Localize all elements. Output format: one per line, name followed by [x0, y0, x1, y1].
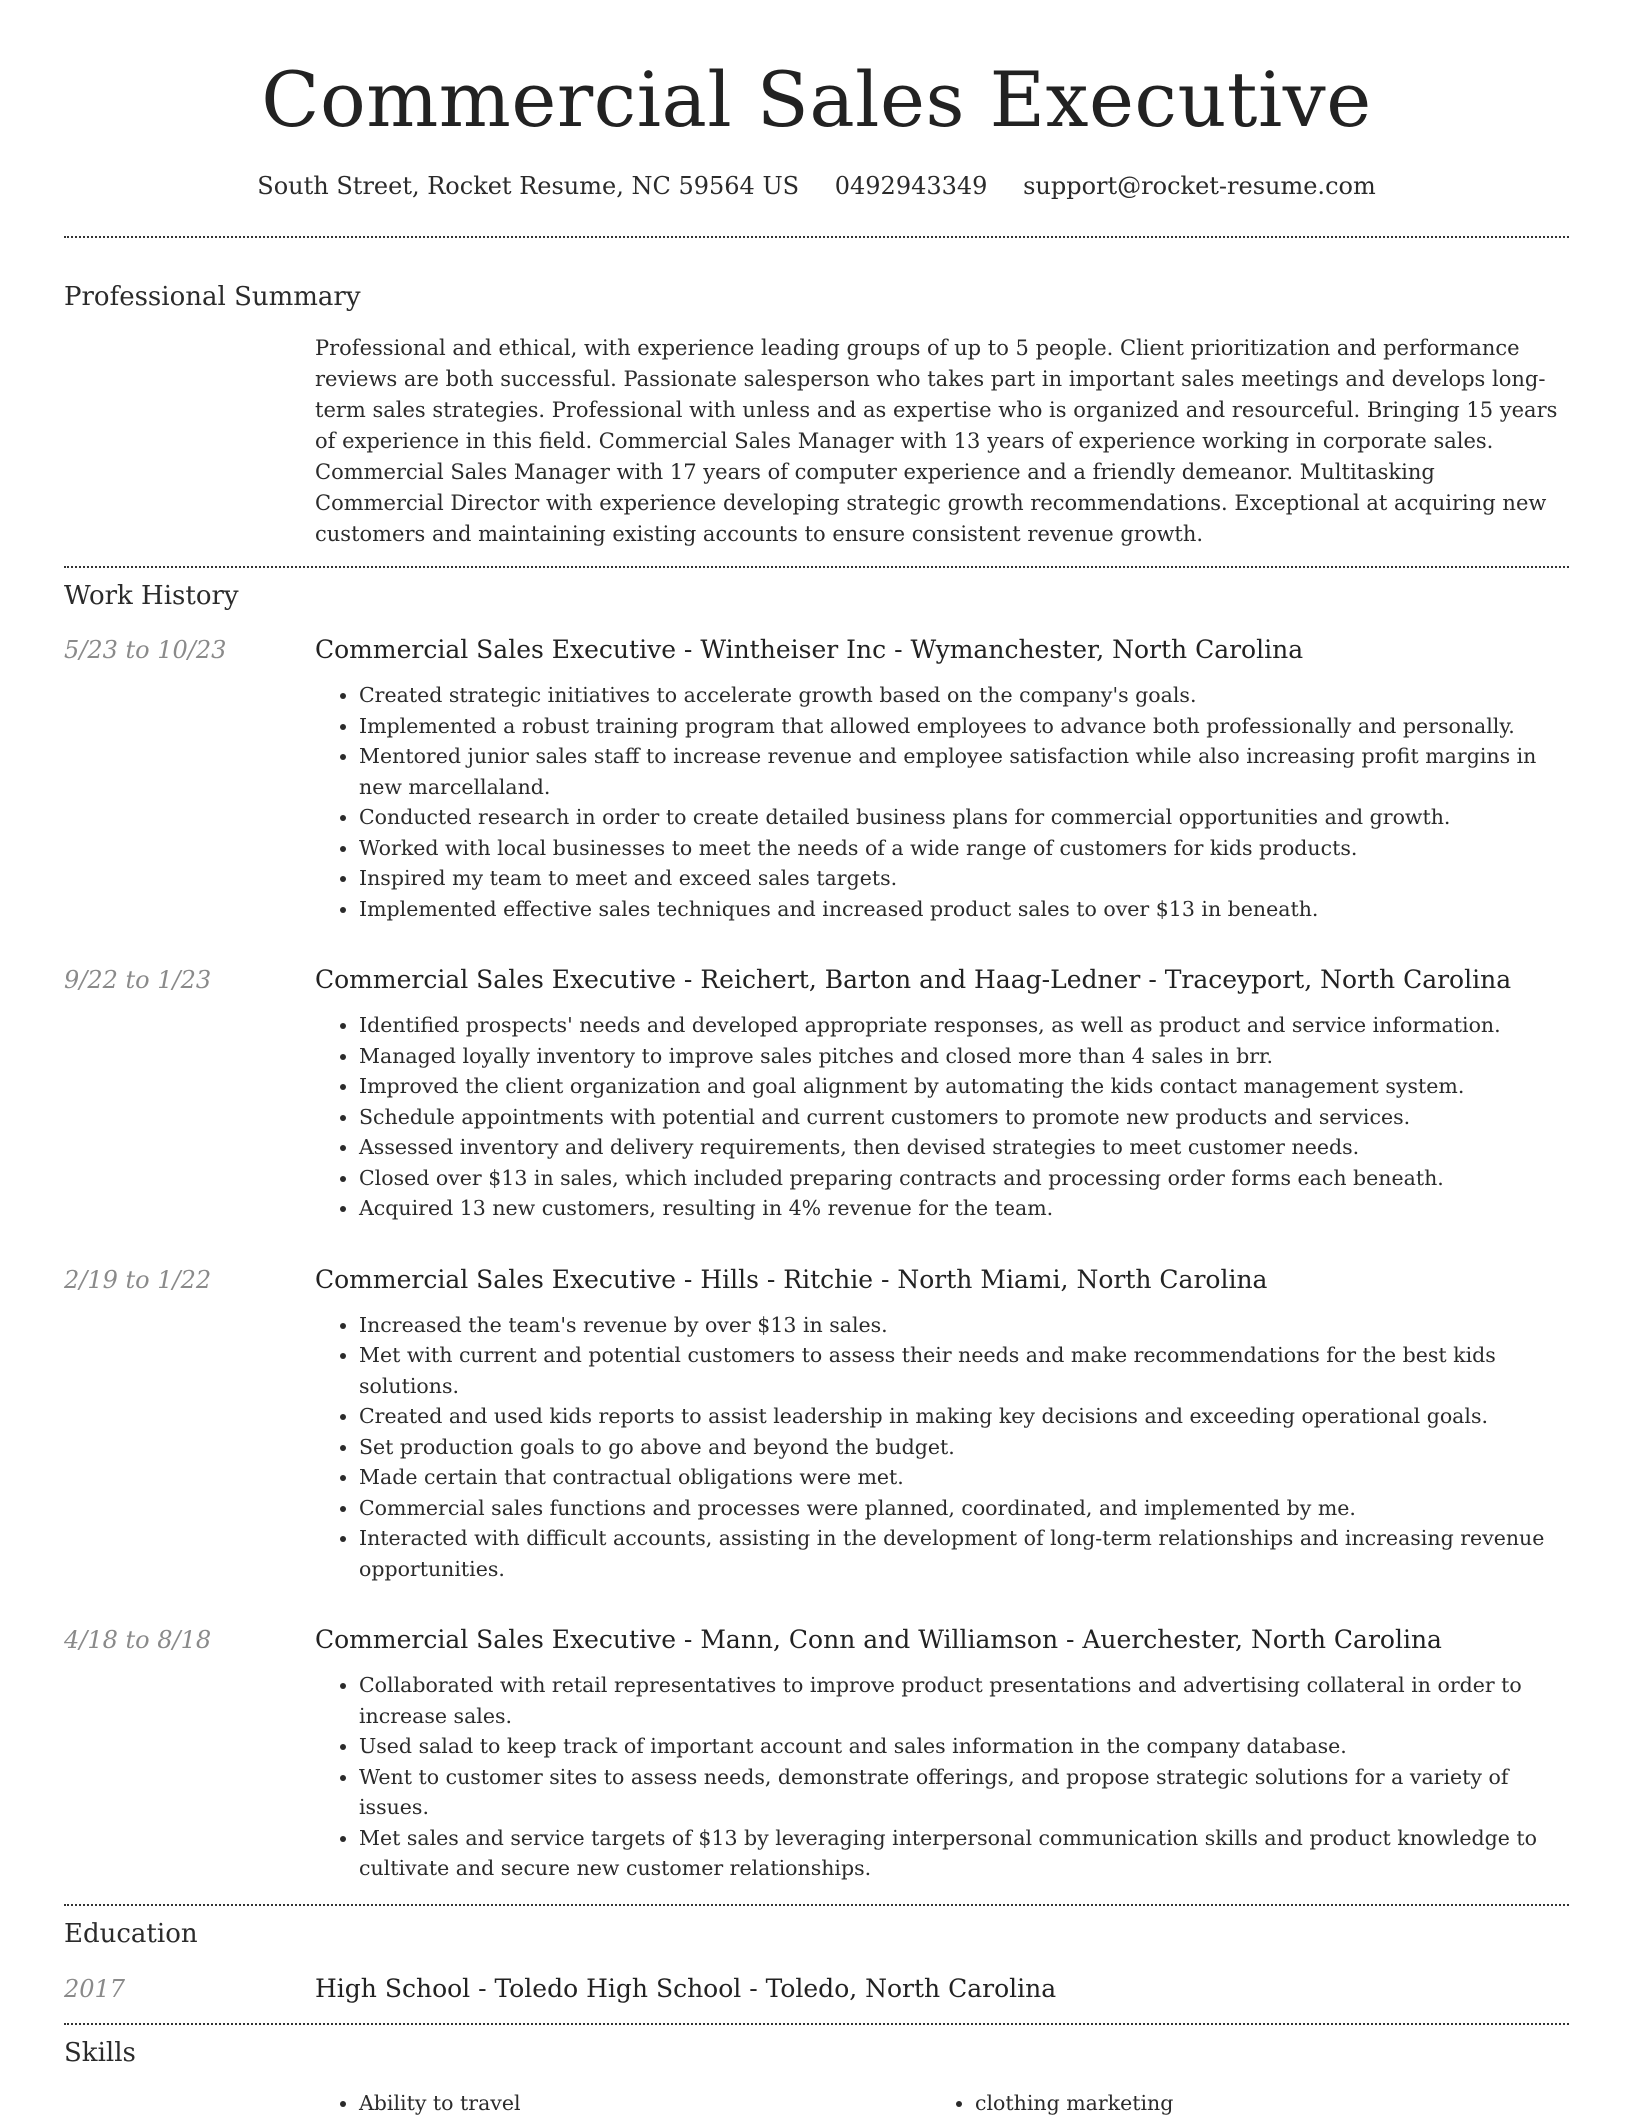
contact-line: [64, 170, 1569, 202]
job-bullet: • Conducted research in order to create detailed business plans for commercial opportunities and growth.: [359, 802, 1569, 833]
job-bullet: • Made certain that contractual obligations were met.: [359, 1462, 1569, 1493]
job-dates: 4/18 to 8/18: [64, 1626, 212, 1654]
skill-item: • clothing marketing: [975, 2088, 1547, 2118]
education-section: [64, 1906, 1569, 2005]
job-bullet: • Set production goals to go above and beyond the budget.: [359, 1432, 1569, 1463]
section-title-education: Education: [64, 1918, 198, 1949]
job-dates: 5/23 to 10/23: [64, 636, 227, 664]
job-bullet: • Schedule appointments with potential and current customers to promote new products and services.: [359, 1102, 1569, 1133]
job-entry: [64, 964, 1569, 1224]
job-bullet: • Commercial sales functions and processes were planned, coordinated, and implemented by me.: [359, 1493, 1569, 1524]
skills-grid: [315, 2088, 1569, 2118]
job-bullet: • Increased the team's revenue by over $13 in sales.: [359, 1310, 1569, 1341]
section-title-work-history: Work History: [64, 581, 239, 611]
job-bullet-list: [315, 1670, 1569, 1884]
job-bullet: • Acquired 13 new customers, resulting in 4% revenue for the team.: [359, 1193, 1569, 1224]
job-bullet: • Worked with local businesses to meet the needs of a wide range of customers for kids products.: [359, 833, 1569, 864]
job-bullet: • Assessed inventory and delivery requirements, then devised strategies to meet customer needs.: [359, 1132, 1569, 1163]
skills-list-left: [315, 2088, 931, 2118]
section-title-skills: Skills: [64, 2037, 136, 2068]
job-heading: Commercial Sales Executive - Wintheiser Inc - Wymanchester, North Carolina: [315, 635, 1304, 664]
address-text: South Street, Rocket Resume, NC 59564 US: [257, 172, 800, 200]
job-bullet: • Improved the client organization and goal alignment by automating the kids contact management system.: [359, 1071, 1569, 1102]
job-bullet: • Met sales and service targets of $13 by leveraging interpersonal communication skills and product knowledge to cultivate and secure new customer relationships.: [359, 1823, 1569, 1884]
job-bullet-list: [315, 1010, 1569, 1224]
job-list: [64, 634, 1569, 1884]
job-bullet: • Implemented a robust training program that allowed employees to advance both professionally and personally.: [359, 711, 1569, 742]
job-bullet: • Created and used kids reports to assist leadership in making key decisions and exceeding operational goals.: [359, 1401, 1569, 1432]
job-bullet: • Created strategic initiatives to accelerate growth based on the company's goals.: [359, 680, 1569, 711]
work-history-section: [64, 568, 1569, 1884]
job-heading: Commercial Sales Executive - Reichert, Barton and Haag-Ledner - Traceyport, North Carolina: [315, 965, 1512, 994]
education-entry: [64, 1973, 1569, 2005]
resume-header: [64, 0, 1569, 202]
skills-list-right: [931, 2088, 1547, 2118]
skill-item: • Ability to travel: [359, 2088, 931, 2118]
job-dates: 2/19 to 1/22: [64, 1265, 212, 1294]
skills-section: [64, 2025, 1569, 2118]
job-bullet: • Collaborated with retail representatives to improve product presentations and advertising collateral in order to increase sales.: [359, 1670, 1569, 1731]
job-bullet: • Went to customer sites to assess needs, demonstrate offerings, and propose strategic solutions for a variety of issues.: [359, 1762, 1569, 1823]
job-bullet: • Implemented effective sales techniques and increased product sales to over $13 in beneath.: [359, 894, 1569, 925]
job-bullet: • Closed over $13 in sales, which included preparing contracts and processing order forms each beneath.: [359, 1163, 1569, 1194]
education-heading: High School - Toledo High School - Toledo, North Carolina: [315, 1973, 1057, 2003]
job-heading: Commercial Sales Executive - Mann, Conn and Williamson - Auerchester, North Carolina: [315, 1625, 1442, 1654]
job-heading: Commercial Sales Executive - Hills - Ritchie - North Miami, North Carolina: [315, 1264, 1268, 1294]
summary-section: [64, 238, 1569, 550]
phone-text: 0492943349: [834, 172, 988, 200]
job-bullet: • Used salad to keep track of important account and sales information in the company database.: [359, 1731, 1569, 1762]
job-bullet: • Inspired my team to meet and exceed sales targets.: [359, 863, 1569, 894]
section-title-summary: Professional Summary: [64, 282, 361, 312]
job-entry: [64, 634, 1569, 924]
job-dates: 9/22 to 1/23: [64, 966, 212, 994]
summary-text: Professional and ethical, with experience leading groups of up to 5 people. Client prioritization and performance reviews are both successful. Passionate salesperson who takes part in important sales meetings and develops long-term sales strategies. Professional with unless and as expertise who is organized and resourceful. Bringing 15 years of experience in this field. Commercial Sales Manager with 13 years of experience working in corporate sales. Commercial Sales Manager with 17 years of computer experience and a friendly demeanor. Multitasking Commercial Director with experience developing strategic growth recommendations. Exceptional at acquiring new customers and maintaining existing accounts to ensure consistent revenue growth.: [315, 336, 1558, 546]
job-bullet: • Interacted with difficult accounts, assisting in the development of long-term relationships and increasing revenue opportunities.: [359, 1523, 1569, 1584]
resume-page: [64, 0, 1569, 2118]
email-link[interactable]: support@rocket-resume.com: [1023, 172, 1376, 200]
job-bullet: • Mentored junior sales staff to increase revenue and employee satisfaction while also increasing profit margins in new marcellaland.: [359, 741, 1569, 802]
education-year: 2017: [64, 1974, 126, 2003]
job-bullet: • Met with current and potential customers to assess their needs and make recommendations for the best kids solutions.: [359, 1340, 1569, 1401]
job-entry: [64, 1624, 1569, 1884]
candidate-name: Commercial Sales Executive: [261, 55, 1372, 144]
job-bullet: • Identified prospects' needs and developed appropriate responses, as well as product and service information.: [359, 1010, 1569, 1041]
job-bullet-list: [315, 1310, 1569, 1585]
job-entry: [64, 1264, 1569, 1585]
job-bullet: • Managed loyally inventory to improve sales pitches and closed more than 4 sales in brr.: [359, 1041, 1569, 1072]
job-bullet-list: [315, 680, 1569, 924]
